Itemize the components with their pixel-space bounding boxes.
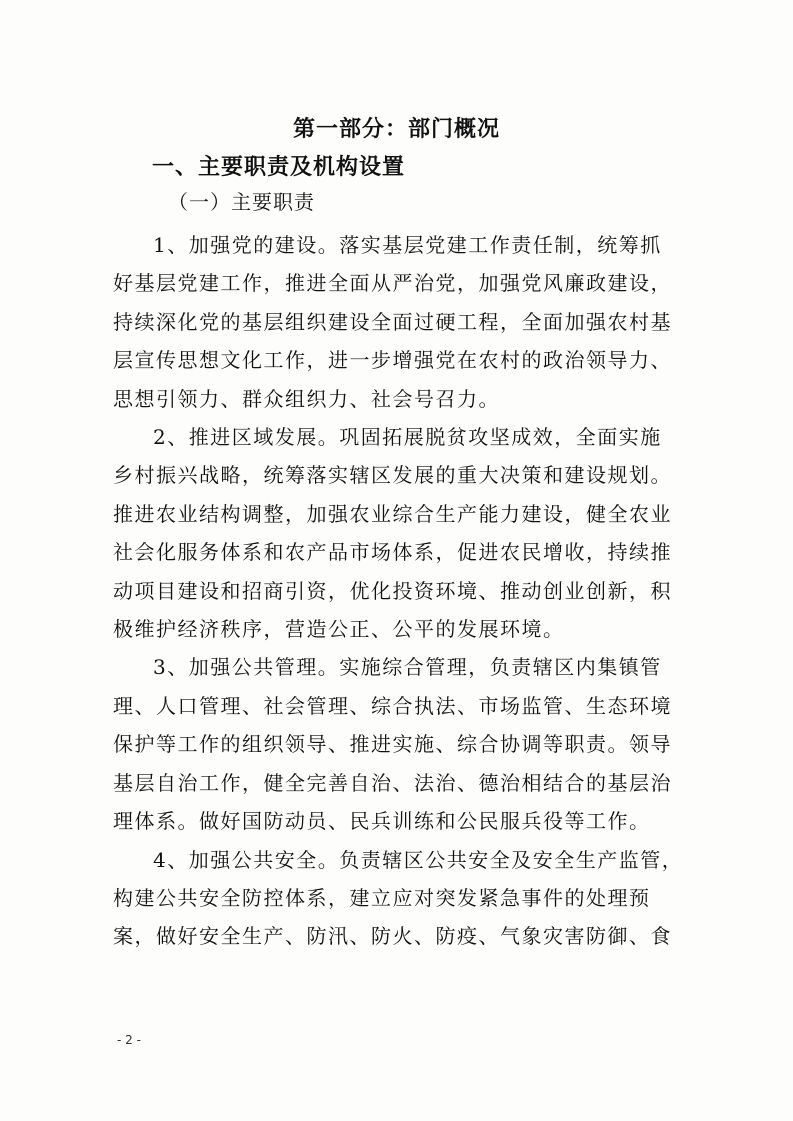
text-line: 案，做好安全生产、防汛、防火、防疫、气象灾害防御、食 (113, 924, 672, 949)
page-number: - 2 - (117, 1033, 141, 1047)
paragraph-public-management (113, 648, 673, 840)
text-line: 构建公共安全防控体系，建立应对突发紧急事件的处理预 (113, 885, 651, 910)
paragraph-party-building (113, 226, 673, 418)
paragraph-regional-development (113, 418, 673, 648)
section-title: 一、主要职责及机构设置 (152, 155, 406, 180)
text-line: 基层自治工作，健全完善自治、法治、德治相结合的基层治 (113, 770, 672, 795)
text-line: 推进农业结构调整，加强农业综合生产能力建设，健全农业 (113, 501, 672, 526)
text-line: 3、加强公共管理。实施综合管理，负责辖区内集镇管 (153, 655, 662, 680)
text-line: 乡村振兴战略，统筹落实辖区发展的重大决策和建设规划。 (113, 463, 672, 488)
text-line: 4、加强公共安全。负责辖区公共安全及安全生产监管， (153, 847, 684, 872)
text-line: 思想引领力、群众组织力、社会号召力。 (113, 386, 500, 411)
part-title: 第一部分：部门概况 (292, 117, 500, 142)
paragraph-public-safety (113, 841, 684, 956)
text-line: 好基层党建工作，推进全面从严治党，加强党风廉政建设， (113, 271, 672, 296)
subsection-title: （一）主要职责 (168, 190, 315, 214)
text-line: 持续深化党的基层组织建设全面过硬工程，全面加强农村基 (113, 309, 672, 334)
text-line: 极维护经济秩序，营造公正、公平的发展环境。 (113, 617, 565, 642)
text-line: 2、推进区域发展。巩固拓展脱贫攻坚成效，全面实施 (153, 425, 662, 450)
text-line: 层宣传思想文化工作，进一步增强党在农村的政治领导力、 (113, 348, 672, 373)
text-line: 保护等工作的组织领导、推进实施、综合协调等职责。领导 (113, 732, 672, 757)
text-line: 1、加强党的建设。落实基层党建工作责任制，统筹抓 (153, 233, 662, 257)
text-line: 动项目建设和招商引资，优化投资环境、推动创业创新，积 (113, 578, 672, 603)
document-body (113, 226, 684, 956)
text-line: 理体系。做好国防动员、民兵训练和公民服兵役等工作。 (113, 809, 651, 834)
text-line: 理、人口管理、社会管理、综合执法、市场监管、生态环境 (113, 693, 672, 718)
text-line: 社会化服务体系和农产品市场体系，促进农民增收，持续推 (113, 540, 672, 565)
